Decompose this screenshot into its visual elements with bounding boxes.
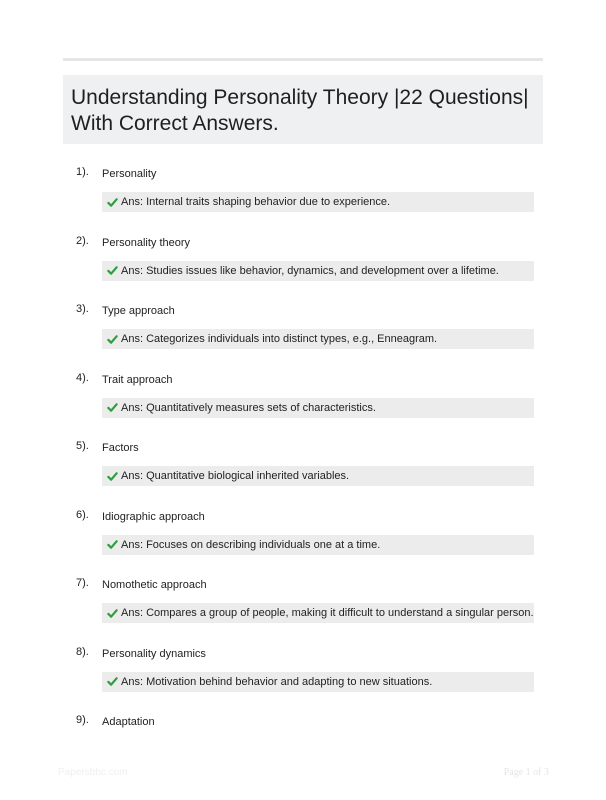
answer-box bbox=[102, 466, 534, 486]
answer-text: Ans: Studies issues like behavior, dynamics, and development over a lifetime. bbox=[121, 264, 499, 277]
answer-text: Ans: Internal traits shaping behavior due to experience. bbox=[121, 196, 391, 208]
check-icon bbox=[107, 539, 118, 550]
question-number: 5). bbox=[76, 440, 89, 452]
answer-text: Ans: Motivation behind behavior and adapting to new situations. bbox=[121, 675, 433, 688]
check-icon bbox=[107, 471, 118, 482]
title-box bbox=[63, 75, 543, 144]
question-text: Personality bbox=[102, 168, 157, 180]
question-item bbox=[0, 575, 606, 644]
answer-text: Ans: Quantitative biological inherited variables. bbox=[121, 470, 350, 482]
question-text: Factors bbox=[102, 442, 139, 454]
answer-box bbox=[102, 329, 534, 349]
question-text: Personality dynamics bbox=[102, 647, 206, 660]
answer-text: Ans: Focuses on describing individuals one at a time. bbox=[121, 538, 381, 551]
check-icon bbox=[107, 402, 118, 413]
answer-text: Ans: Categorizes individuals into distinct types, e.g., Enneagram. bbox=[121, 333, 438, 345]
check-icon bbox=[107, 197, 118, 208]
answer-box bbox=[102, 261, 534, 281]
answer-box bbox=[102, 192, 534, 212]
question-item bbox=[0, 644, 606, 713]
question-item bbox=[0, 438, 606, 507]
question-number: 6). bbox=[76, 508, 89, 521]
question-text: Adaptation bbox=[102, 716, 155, 728]
answer-box bbox=[102, 603, 534, 623]
question-item bbox=[0, 233, 606, 302]
question-number: 8). bbox=[76, 645, 89, 658]
check-icon bbox=[107, 608, 118, 619]
footer-watermark: Papersbbc.com bbox=[58, 767, 128, 778]
page-number: Page 1 of 3 bbox=[503, 767, 549, 778]
question-text: Personality theory bbox=[102, 236, 191, 249]
question-item bbox=[0, 370, 606, 439]
question-text: Type approach bbox=[102, 305, 175, 317]
question-number: 2). bbox=[76, 234, 89, 247]
question-number: 4). bbox=[76, 371, 89, 384]
question-text: Trait approach bbox=[102, 373, 173, 386]
answer-box bbox=[102, 398, 534, 418]
check-icon bbox=[107, 265, 118, 276]
question-item bbox=[0, 301, 606, 370]
question-number: 3). bbox=[76, 303, 89, 315]
answer-text: Ans: Quantitatively measures sets of characteristics. bbox=[121, 401, 376, 414]
document-title: Understanding Personality Theory |22 Questions| With Correct Answers. bbox=[71, 86, 529, 135]
question-item bbox=[0, 164, 606, 233]
question-text: Nomothetic approach bbox=[102, 579, 207, 591]
question-text: Idiographic approach bbox=[102, 510, 205, 523]
question-item bbox=[0, 507, 606, 576]
header-rule bbox=[63, 58, 543, 61]
question-list bbox=[0, 164, 606, 781]
check-icon bbox=[107, 334, 118, 345]
answer-box bbox=[102, 535, 534, 555]
question-number: 7). bbox=[76, 577, 89, 589]
question-number: 1). bbox=[76, 166, 89, 178]
answer-box bbox=[102, 672, 534, 692]
question-number: 9). bbox=[76, 714, 89, 726]
answer-text: Ans: Compares a group of people, making it difficult to understand a singular person. bbox=[121, 607, 534, 619]
check-icon bbox=[107, 676, 118, 687]
